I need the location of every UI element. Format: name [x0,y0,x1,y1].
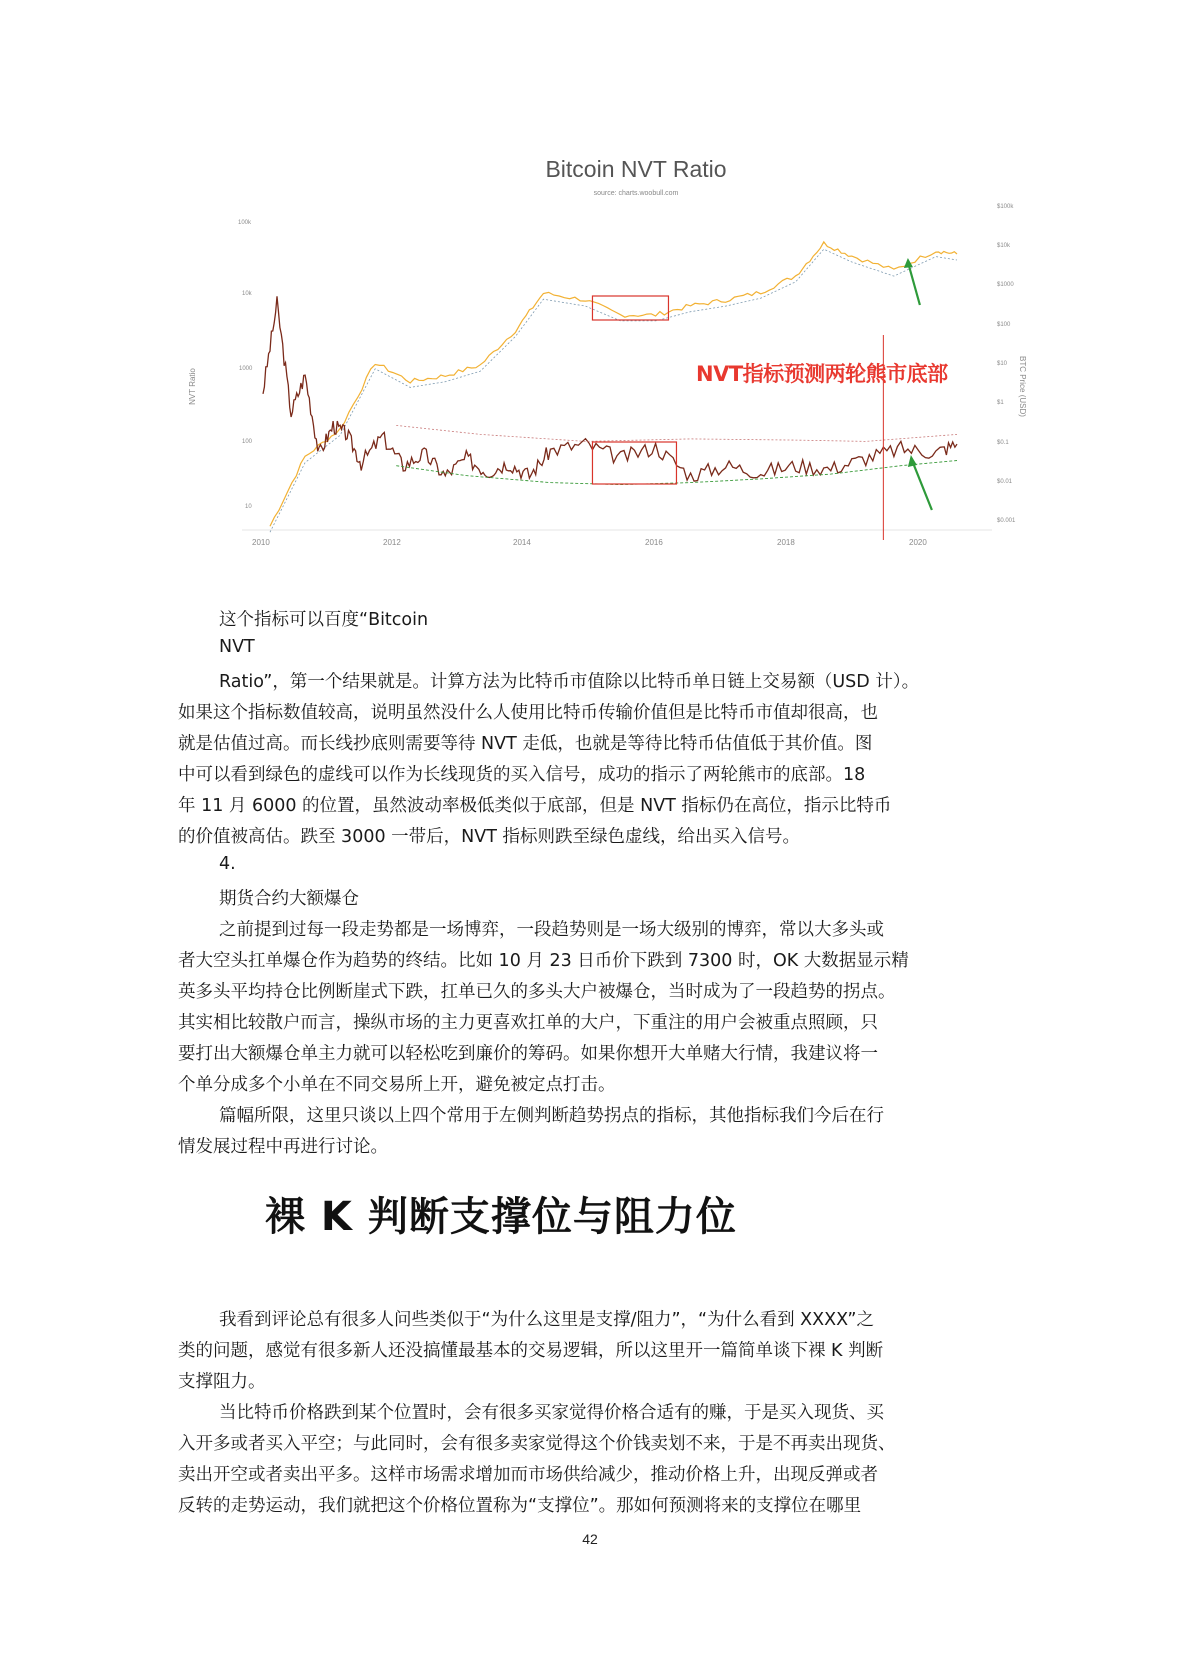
list-number: 4. [219,854,236,874]
right-tick: $1000 [997,282,1014,288]
body-line: 如果这个指标数值较高，说明虽然没什么人使用比特币传输价值但是比特币市值却很高，也 [178,703,878,723]
body-line: 篇幅所限，这里只谈以上四个常用于左侧判断趋势拐点的指标，其他指标我们今后在行 [219,1106,884,1126]
right-tick: $100k [997,204,1014,210]
chart-source: source: charts.woobull.com [593,190,679,197]
x-tick: 2012 [383,538,401,547]
right-tick: $1 [997,400,1004,406]
body-line: 要打出大额爆仓单主力就可以轻松吃到廉价的筹码。如果你想开大单赌大行情，我建议将一 [178,1044,878,1064]
x-tick: 2018 [777,538,795,547]
body-line: 其实相比较散户而言，操纵市场的主力更喜欢扛单的大户，下重注的用户会被重点照顾，只 [178,1013,878,1033]
nvt-upper-band [396,425,957,441]
section-line: 卖出开空或者卖出平多。这样市场需求增加而市场供给减少，推动价格上升，出现反弹或者 [178,1465,878,1485]
body-line: 的价值被高估。跌至 3000 一带后，NVT 指标则跌至绿色虚线，给出买入信号。 [178,827,800,847]
section-line: 支撑阻力。 [178,1372,266,1392]
body-line: 个单分成多个小单在不同交易所上开，避免被定点打击。 [178,1075,616,1095]
body-line: 之前提到过每一段走势都是一场博弈，一段趋势则是一场大级别的博弈，常以大多头或 [219,920,884,940]
body-line: 这个指标可以百度“Bitcoin [219,610,429,630]
left-axis-label: NVT Ratio [187,368,197,405]
right-tick: $0.1 [997,440,1009,446]
section-heading: 裸 K 判断支撑位与阻力位 [265,1194,737,1240]
x-tick: 2014 [513,538,531,547]
section-line: 我看到评论总有很多人问些类似于“为什么这里是支撑/阻力”，“为什么看到 XXXX”之 [219,1310,874,1330]
left-tick: 100k [238,220,252,226]
x-tick: 2010 [252,538,270,547]
right-tick: $10 [997,361,1008,367]
right-axis-label: BTC Price (USD) [1017,356,1027,417]
nvt-arrow-head [908,455,917,467]
section-line: 当比特币价格跌到某个位置时，会有很多买家觉得价格合适有的赚，于是买入现货、买 [219,1403,884,1423]
right-tick: $10k [997,243,1011,249]
right-tick: $100 [997,322,1011,328]
body-line: 中可以看到绿色的虚线可以作为长线现货的买入信号，成功的指示了两轮熊市的底部。18 [178,765,866,785]
body-line: Ratio”，第一个结果就是。计算方法为比特币市值除以比特币单日链上交易额（USD 计）。 [219,672,920,692]
price-arrow [908,262,920,305]
list-item-title: 期货合约大额爆仓 [219,889,359,909]
right-tick: $0.001 [997,518,1016,524]
nvt-arrow [912,460,932,510]
section-line: 入开多或者买入平空；与此同时，会有很多卖家觉得这个价钱卖划不来，于是不再卖出现货、 [178,1434,896,1454]
right-tick: $0.01 [997,479,1013,485]
left-tick: 10k [242,291,252,297]
left-tick: 10 [245,504,252,510]
price-highlight-box [592,296,668,320]
price-average-line [270,249,957,532]
page-number: 42 [582,1531,598,1547]
section-line: 反转的走势运动，我们就把这个价格位置称为“支撑位”。那如何预测将来的支撑位在哪里 [178,1496,862,1516]
chart-annotation: NVT指标预测两轮熊市底部 [696,362,948,386]
body-line: 英多头平均持仓比例断崖式下跌，扛单已久的多头大户被爆仓，当时成为了一段趋势的拐点。 [178,982,896,1002]
body-line: NVT [219,637,255,657]
body-line: 就是估值过高。而长线抄底则需要等待 NVT 走低，也就是等待比特币估值低于其价值。图 [178,734,873,754]
section-line: 类的问题，感觉有很多新人还没搞懂最基本的交易逻辑，所以这里开一篇简单谈下裸 K 判断 [178,1341,884,1361]
x-tick: 2016 [645,538,663,547]
body-line: 年 11 月 6000 的位置，虽然波动率极低类似于底部，但是 NVT 指标仍在高位，指示比特币 [178,796,892,816]
body-line: 情发展过程中再进行讨论。 [178,1137,388,1157]
left-tick: 100 [242,439,253,445]
left-tick: 1000 [239,366,253,372]
nvt-series-line [263,296,957,481]
nvt-chart-figure [187,150,1040,598]
x-tick: 2020 [909,538,927,547]
body-line: 者大空头扛单爆仓作为趋势的终结。比如 10 月 23 日币价下跌到 7300 时，OK 大数据显示精 [178,951,909,971]
nvt-highlight-box [592,442,676,484]
chart-title: Bitcoin NVT Ratio [545,156,727,182]
